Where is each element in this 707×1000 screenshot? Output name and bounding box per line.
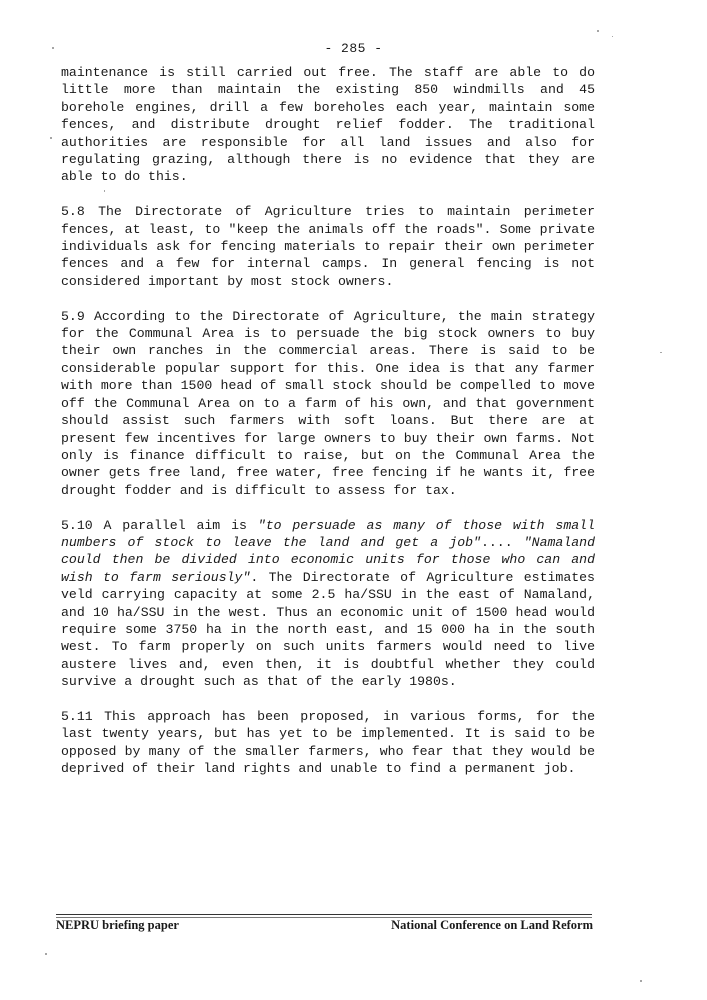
paragraph-5-8: 5.8 The Directorate of Agriculture tries to maintain perimeter fences, at least, to "keep the animals off the roads". Some private individuals ask for fencing materials to repair their own perimeter fences and a few for internal camps. In general fencing is not considered important by most stock owners. — [61, 204, 595, 289]
paragraph-5-10 — [61, 517, 595, 691]
paragraph-5-10-ellipsis: .... — [480, 534, 524, 550]
paragraph-5-10-lead: 5.10 A parallel aim is — [61, 517, 258, 533]
scan-speck — [104, 190, 105, 192]
scan-speck — [50, 137, 52, 139]
scan-speck — [640, 980, 642, 982]
scan-speck — [597, 30, 599, 32]
paragraph-5-9: 5.9 According to the Directorate of Agriculture, the main strategy for the Communal Area is to persuade the big stock owners to buy their own ranches in the commercial areas. There is said to be considerable popular support for this. One idea is that any farmer with more than 1500 head of small stock should be compelled to move off the Communal Area on to a farm of his own, and that government should assist such farmers with soft loans. But there are at present few incentives for large owners to buy their own farms. Not only is finance difficult to raise, but on the Communal Area the owner gets free land, free water, free fencing if he wants it, free drought fodder and is difficult to assess for tax. — [61, 308, 595, 498]
scan-speck — [45, 953, 47, 955]
scan-speck — [52, 47, 54, 49]
paragraph-continuation: maintenance is still carried out free. The staff are able to do little more than maintain the existing 850 windmills and 45 borehole engines, drill a few boreholes each year, maintain some fences, and distribute drought relief fodder. The traditional authorities are responsible for all land issues and also for regulating grazing, although there is no evidence that they are able to do this. — [61, 65, 595, 185]
page-number: - 285 - — [324, 41, 383, 56]
footer-left-label: NEPRU briefing paper — [56, 918, 179, 932]
quote-namaland: "Namaland could then be divided into economic units for those who can and wish to farm seriously" — [61, 534, 595, 585]
quote-persuade: "to persuade as many of those with small numbers of stock to leave the land and get a job" — [61, 517, 595, 550]
paragraph-5-11: 5.11 This approach has been proposed, in various forms, for the last twenty years, but has yet to be implemented. It is said to be opposed by many of the smaller farmers, who fear that they would be deprived of their land rights and unable to find a permanent job. — [61, 708, 595, 777]
document-body — [61, 64, 595, 795]
paragraph-5-10-rest: . The Directorate of Agriculture estimates veld carrying capacity at some 2.5 ha/SSU in the east of Namaland, and 10 ha/SSU in the west. Thus an economic unit of 1500 head would require some 3750 ha in the north east, and 15 000 ha in the south west. To farm properly on such units farmers would need to live austere lives and, even then, it is doubtful whether they could survive a drought such as that of the early 1980s. — [61, 569, 595, 690]
scan-speck — [660, 352, 662, 353]
scan-speck — [612, 36, 613, 37]
footer-rule — [56, 914, 592, 915]
footer-right-label: National Conference on Land Reform — [391, 918, 593, 932]
